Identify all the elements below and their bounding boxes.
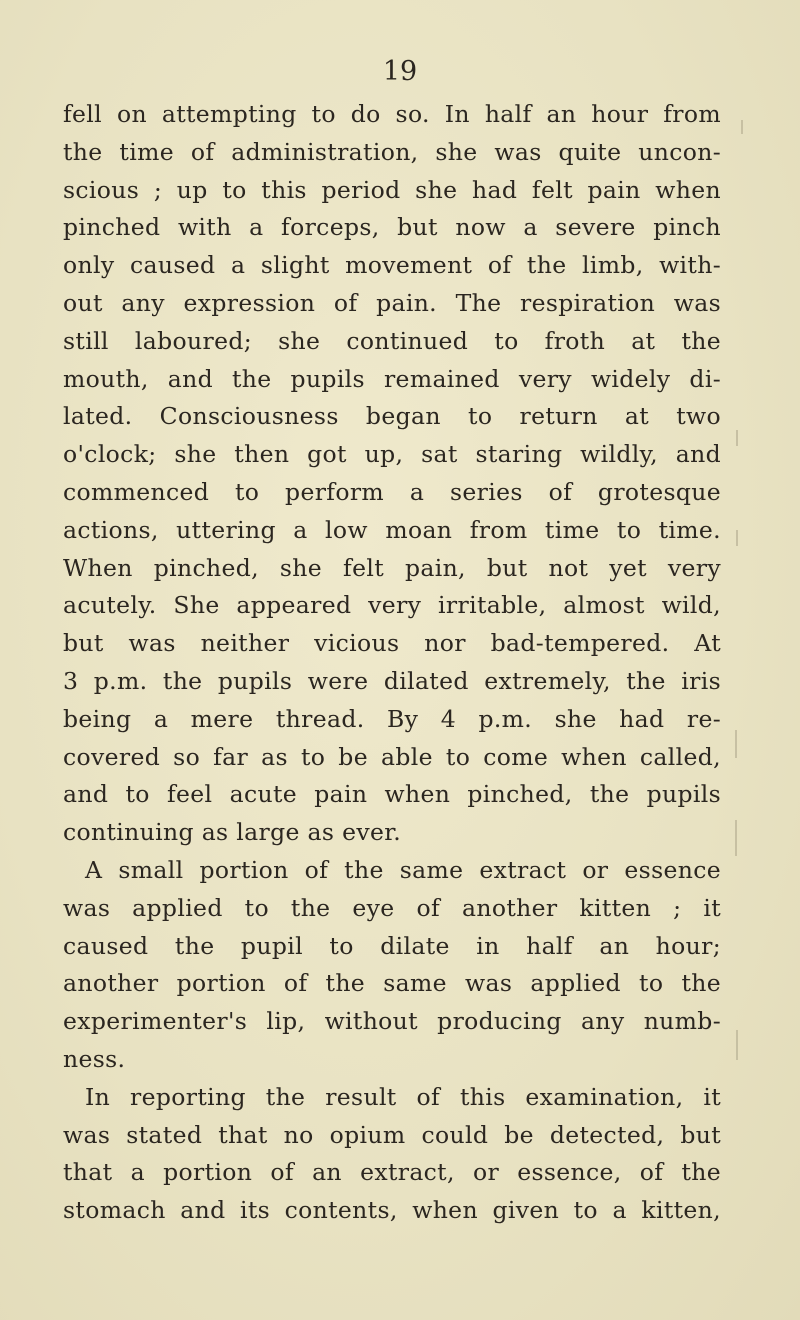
text-line: being a mere thread. By 4 p.m. she had re- <box>63 704 721 733</box>
margin-shadow <box>736 430 738 446</box>
text-line: continuing as large as ever. <box>63 818 402 847</box>
text-line: ness. <box>63 1044 126 1073</box>
text-line: was stated that no opium could be detected, but <box>63 1120 721 1149</box>
text-line: acutely. She appeared very irritable, almost wild, <box>63 591 721 620</box>
page-number: 19 <box>382 56 418 87</box>
text-line: scious ; up to this period she had felt pain when <box>63 175 721 204</box>
text-line: actions, uttering a low moan from time to time. <box>63 515 721 544</box>
text-line: experimenter's lip, without producing any numb- <box>63 1007 721 1036</box>
margin-shadow <box>741 120 743 134</box>
margin-shadow <box>735 820 737 856</box>
body-text <box>63 96 721 1230</box>
text-line: still laboured; she continued to froth at the <box>63 326 721 355</box>
text-line: 3 p.m. the pupils were dilated extremely, the iris <box>63 666 721 695</box>
text-line: o'clock; she then got up, sat staring wildly, and <box>63 440 721 469</box>
text-line: only caused a slight movement of the limb, with- <box>63 251 721 280</box>
text-line: When pinched, she felt pain, but not yet very <box>63 553 721 582</box>
text-line: lated. Consciousness began to return at two <box>63 402 721 431</box>
text-line: commenced to perform a series of grotesque <box>63 477 721 506</box>
text-line: pinched with a forceps, but now a severe pinch <box>63 213 721 242</box>
text-line: another portion of the same was applied to the <box>63 969 721 998</box>
margin-shadow <box>736 530 738 546</box>
text-line: but was neither vicious nor bad-tempered. At <box>63 629 721 658</box>
text-line: that a portion of an extract, or essence, of the <box>63 1158 721 1187</box>
text-line: stomach and its contents, when given to a kitten, <box>63 1196 721 1225</box>
text-line: caused the pupil to dilate in half an hour; <box>63 931 721 960</box>
text-line: out any expression of pain. The respiration was <box>63 288 721 317</box>
text-line: In reporting the result of this examination, it <box>85 1082 721 1111</box>
margin-shadow <box>735 730 737 758</box>
text-line: was applied to the eye of another kitten ; it <box>63 893 721 922</box>
text-line: the time of administration, she was quite uncon- <box>63 137 721 166</box>
text-line: fell on attempting to do so. In half an hour from <box>63 100 721 128</box>
text-line: covered so far as to be able to come when called, <box>63 742 721 771</box>
margin-shadow <box>736 1030 738 1060</box>
text-line: A small portion of the same extract or essence <box>85 855 721 884</box>
text-line: mouth, and the pupils remained very widely di- <box>63 364 721 393</box>
text-line: and to feel acute pain when pinched, the pupils <box>63 780 721 809</box>
